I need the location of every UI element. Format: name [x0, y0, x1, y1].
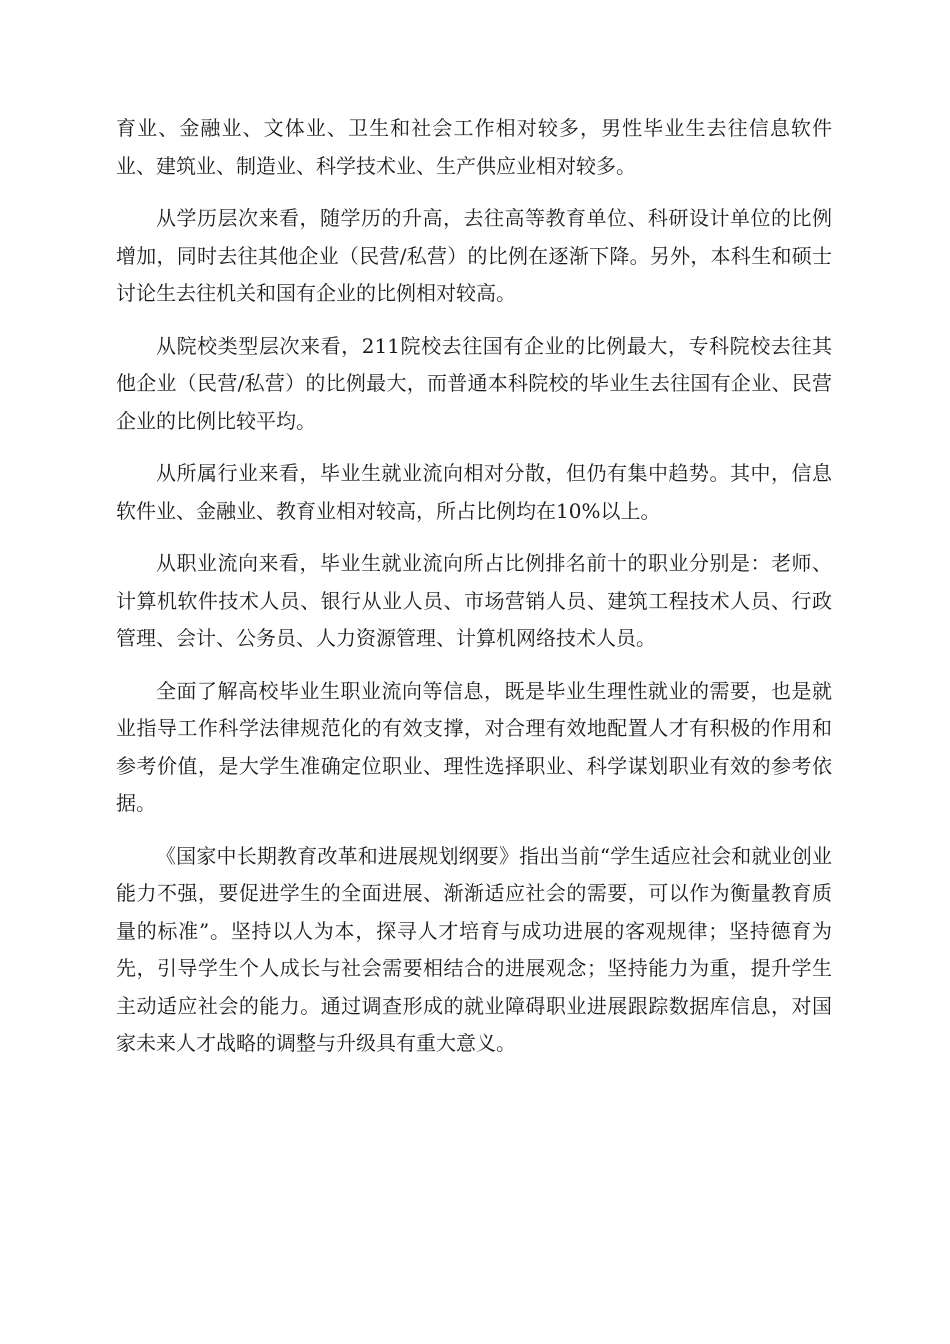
paragraph-6: 全面了解高校毕业生职业流向等信息，既是毕业生理性就业的需要，也是就业指导工作科学法律规范化的有效支撑，对合理有效地配置人才有积极的作用和参考价值，是大学生准确定位职业、理性选择职业、科学谋划职业有效的参考依据。 [116, 678, 832, 815]
paragraph-1: 育业、金融业、文体业、卫生和社会工作相对较多，男性毕业生去往信息软件业、建筑业、制造业、科学技术业、生产供应业相对较多。 [116, 116, 832, 178]
paragraph-2: 从学历层次来看，随学历的升高，去往高等教育单位、科研设计单位的比例增加，同时去往其他企业（民营/私营）的比例在逐渐下降。另外，本科生和硕士讨论生去往机关和国有企业的比例相对较高。 [116, 206, 832, 305]
document-body [116, 110, 832, 1078]
paragraph-3: 从院校类型层次来看，211院校去往国有企业的比例最大，专科院校去往其他企业（民营/私营）的比例最大，而普通本科院校的毕业生去往国有企业、民营企业的比例比较平均。 [116, 333, 832, 433]
paragraph-4: 从所属行业来看，毕业生就业流向相对分散，但仍有集中趋势。其中，信息软件业、金融业、教育业相对较高，所占比例均在10%以上。 [116, 461, 832, 523]
paragraph-7: 《国家中长期教育改革和进展规划纲要》指出当前“学生适应社会和就业创业能力不强，要促进学生的全面进展、渐渐适应社会的需要，可以作为衡量教育质量的标准”。坚持以人为本，探寻人才培育与成功进展的客观规律；坚持德育为先，引导学生个人成长与社会需要相结合的进展观念；坚持能力为重，提升学生主动适应社会的能力。通过调查形成的就业障碍职业进展跟踪数据库信息，对国家未来人才战略的调整与升级具有重大意义。 [116, 843, 832, 1055]
paragraph-5: 从职业流向来看，毕业生就业流向所占比例排名前十的职业分别是：老师、计算机软件技术人员、银行从业人员、市场营销人员、建筑工程技术人员、行政管理、会计、公务员、人力资源管理、计算机网络技术人员。 [116, 551, 832, 650]
